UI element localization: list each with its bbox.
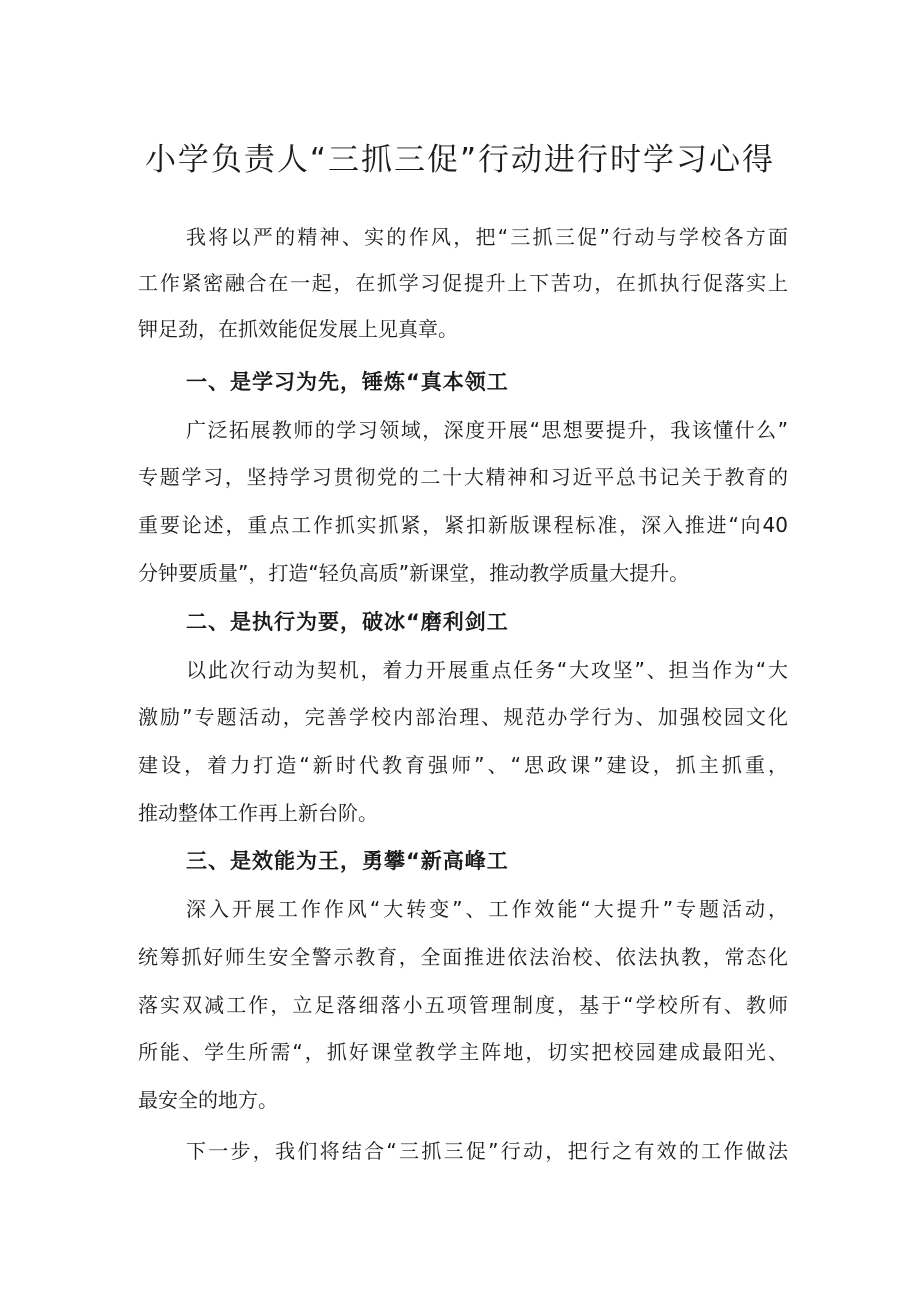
section-2-line-4: 推动整体工作再上新台阶。 <box>138 801 378 825</box>
section-3-line-3: 落实双减工作，立足落细落小五项管理制度，基于“学校所有、教师 <box>138 993 788 1017</box>
intro-line-3: 钾足劲，在抓效能促发展上见真章。 <box>138 317 458 341</box>
intro-line-1: 我将以严的精神、实的作风，把“三抓三促”行动与学校各方面 <box>186 225 788 249</box>
section-3-line-5: 最安全的地方。 <box>138 1088 278 1112</box>
section-2-line-3: 建设，着力打造“新时代教育强师”、“思政课”建设，抓主抓重， <box>138 753 788 777</box>
section-2-line-1: 以此次行动为契机，着力开展重点任务“大攻坚”、担当作为“大 <box>186 658 788 682</box>
section-3-line-1: 深入开展工作作风“大转变”、工作效能“大提升”专题活动， <box>186 897 788 921</box>
section-1-heading: 一、是学习为先，锤炼“真本领工 <box>186 370 509 394</box>
document-title: 小学负责人“三抓三促”行动进行时学习心得 <box>144 142 776 178</box>
section-3-heading: 三、是效能为王，勇攀“新高峰工 <box>186 849 509 873</box>
section-1-line-3: 重要论述，重点工作抓实抓紧，紧扣新版课程标准，深入推进“向40 <box>138 513 788 537</box>
intro-line-2: 工作紧密融合在一起，在抓学习促提升上下苦功，在抓执行促落实上 <box>138 271 788 295</box>
section-1-line-4: 分钟要质量”，打造“轻负高质”新课堂，推动教学质量大提升。 <box>138 561 690 585</box>
section-2-line-2: 激励”专题活动，完善学校内部治理、规范办学行为、加强校园文化 <box>138 705 788 729</box>
section-1-line-2: 专题学习，坚持学习贯彻党的二十大精神和习近平总书记关于教育的 <box>138 465 788 489</box>
section-3-line-2: 统筹抓好师生安全警示教育，全面推进依法治校、依法执教，常态化 <box>138 945 788 969</box>
section-1-line-1: 广泛拓展教师的学习领域，深度开展“思想要提升，我该懂什么” <box>186 418 788 442</box>
section-3-line-4: 所能、学生所需“，抓好课堂教学主阵地，切实把校园建成最阳光、 <box>138 1040 788 1064</box>
section-2-heading: 二、是执行为要，破冰“磨利剑工 <box>186 610 509 634</box>
closing-line-1: 下一步，我们将结合“三抓三促”行动，把行之有效的工作做法 <box>186 1139 788 1163</box>
